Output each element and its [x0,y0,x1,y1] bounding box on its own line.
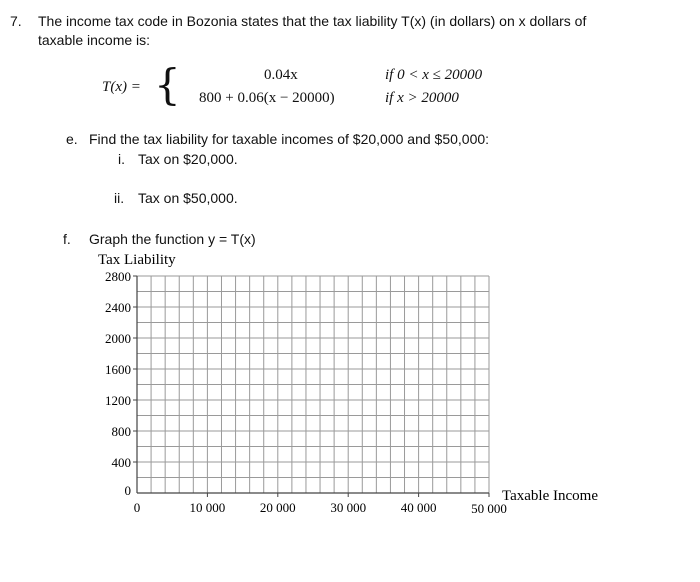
x-axis-title: Taxable Income [502,488,598,504]
y-tick-label: 1200 [105,393,131,408]
x-tick-label: 10 000 [189,500,226,515]
formula-case1-condition: if 0 < x ≤ 20000 [385,67,483,83]
formula-case2-expression: 800 + 0.06(x − 20000) [199,90,335,106]
part-e-label: e. [66,131,78,147]
part-e-text: Find the tax liability for taxable incomes of $20,000 and $50,000: [89,131,490,147]
part-e-ii-text: Tax on $50,000. [138,190,238,206]
formula-case2-condition: if x > 20000 [385,90,459,106]
y-tick-label: 1600 [105,362,131,377]
question-text-line-2: taxable income is: [38,32,151,48]
formula-case1-expression: 0.04x [264,67,298,83]
x-tick-label: 20 000 [259,500,296,515]
y-tick-label: 0 [124,483,131,498]
part-f-label: f. [63,231,71,247]
part-e-ii-label: ii. [114,190,125,206]
formula-brace: { [154,60,181,109]
graph-grid [137,276,489,493]
x-tick-label: 0 [133,500,141,515]
question-text-line-1: The income tax code in Bozonia states that the tax liability T(x) (in dollars) on x dollars of [38,13,587,29]
part-e-i-text: Tax on $20,000. [138,151,238,167]
x-tick-label: 50 000 [471,501,507,516]
y-axis-title: Tax Liability [98,252,176,268]
part-f-text: Graph the function y = T(x) [89,231,256,247]
y-tick-label: 400 [111,455,131,470]
y-tick-label: 2400 [105,300,131,315]
formula-lhs: T(x) = [102,79,141,95]
y-tick-label: 2000 [105,331,131,346]
question-number: 7. [10,13,22,29]
y-tick-label: 2800 [105,269,131,284]
part-e-i-label: i. [118,151,125,167]
x-tick-label: 30 000 [330,500,367,515]
y-tick-label: 800 [111,424,131,439]
x-tick-label: 40 000 [400,500,437,515]
